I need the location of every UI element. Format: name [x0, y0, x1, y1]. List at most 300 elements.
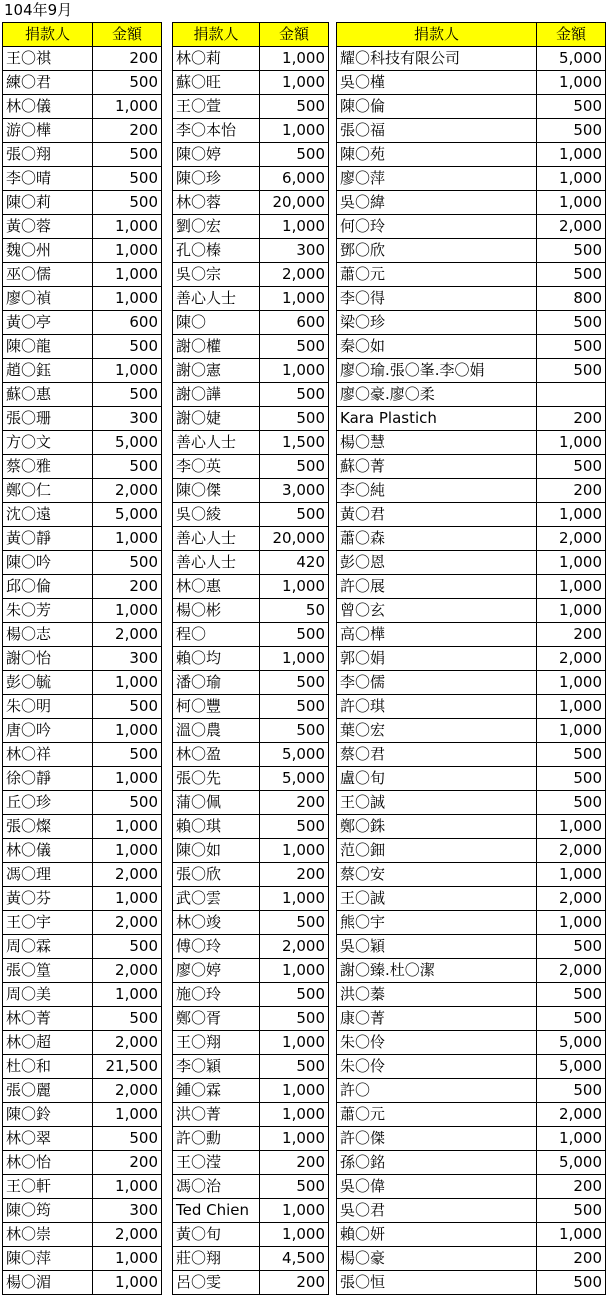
- table-row: [337, 1271, 606, 1295]
- table-row: [337, 359, 606, 383]
- table-row: [337, 1199, 606, 1223]
- donor-name: 李〇儒: [337, 671, 537, 695]
- table-row: [337, 623, 606, 647]
- table-row: [337, 71, 606, 95]
- donation-amount: 500: [260, 335, 329, 359]
- donation-amount: 1,000: [93, 1103, 162, 1127]
- donor-name: 鍾〇霖: [173, 1079, 260, 1103]
- donor-name: 蘇〇旺: [173, 71, 260, 95]
- donor-name: 康〇菁: [337, 1007, 537, 1031]
- table-row: [173, 263, 329, 287]
- donation-amount: 2,000: [260, 263, 329, 287]
- table-row: [337, 503, 606, 527]
- donation-amount: 1,000: [537, 1223, 606, 1247]
- donor-name: 王〇宇: [3, 911, 93, 935]
- donor-name: 施〇玲: [173, 983, 260, 1007]
- donor-name: 陳〇珍: [173, 167, 260, 191]
- table-row: [337, 47, 606, 71]
- donation-amount: 500: [537, 263, 606, 287]
- donor-name: 楊〇志: [3, 623, 93, 647]
- table-row: [3, 1079, 162, 1103]
- table-row: [337, 575, 606, 599]
- table-row: [173, 1223, 329, 1247]
- donation-amount: 200: [260, 791, 329, 815]
- donor-name: 游〇樺: [3, 119, 93, 143]
- donation-amount: 500: [537, 1271, 606, 1295]
- donation-amount: 500: [537, 119, 606, 143]
- table-row: [3, 119, 162, 143]
- table-row: [3, 95, 162, 119]
- table-row: [337, 1031, 606, 1055]
- donor-name: 呂〇雯: [173, 1271, 260, 1295]
- donor-name: 練〇君: [3, 71, 93, 95]
- donor-name: 廖〇萍: [337, 167, 537, 191]
- donation-amount: 500: [260, 455, 329, 479]
- donation-amount: 1,000: [537, 575, 606, 599]
- table-row: [173, 71, 329, 95]
- table-row: [173, 167, 329, 191]
- donor-name: 林〇翠: [3, 1127, 93, 1151]
- table-row: [3, 551, 162, 575]
- table-row: [337, 743, 606, 767]
- table-row: [337, 1175, 606, 1199]
- donation-amount: 1,000: [537, 167, 606, 191]
- donation-amount: 500: [260, 671, 329, 695]
- donation-amount: 500: [537, 767, 606, 791]
- donation-amount: 1,000: [93, 263, 162, 287]
- donation-amount: 3,000: [260, 479, 329, 503]
- donor-name: 謝〇婕: [173, 407, 260, 431]
- donor-name: 林〇竣: [173, 911, 260, 935]
- table-row: [337, 695, 606, 719]
- donor-name: 鄧〇欣: [337, 239, 537, 263]
- table-row: [173, 671, 329, 695]
- donation-amount: 1,000: [537, 695, 606, 719]
- donor-name: 朱〇明: [3, 695, 93, 719]
- donor-name: 鄭〇銖: [337, 815, 537, 839]
- table-row: [3, 575, 162, 599]
- donor-name: 楊〇慧: [337, 431, 537, 455]
- table-row: [173, 983, 329, 1007]
- table-row: [3, 743, 162, 767]
- table-row: [3, 791, 162, 815]
- donor-name: 林〇盈: [173, 743, 260, 767]
- donation-amount: 500: [93, 191, 162, 215]
- donor-name: Ted Chien: [173, 1199, 260, 1223]
- donation-amount: 200: [537, 1247, 606, 1271]
- donation-amount: 20,000: [260, 527, 329, 551]
- donor-name: 蕭〇森: [337, 527, 537, 551]
- donation-amount: 20,000: [260, 191, 329, 215]
- table-row: [3, 47, 162, 71]
- donor-name: 沈〇遠: [3, 503, 93, 527]
- donation-amount: 500: [93, 1127, 162, 1151]
- donation-amount: 5,000: [93, 431, 162, 455]
- table-row: [173, 1007, 329, 1031]
- donation-amount: 1,000: [260, 119, 329, 143]
- donor-name: 魏〇州: [3, 239, 93, 263]
- donation-amount: 1,000: [537, 71, 606, 95]
- donation-amount: 200: [537, 623, 606, 647]
- donation-amount: 500: [260, 1055, 329, 1079]
- donation-amount: 1,000: [537, 671, 606, 695]
- table-row: [3, 1175, 162, 1199]
- table-row: [337, 311, 606, 335]
- table-row: [173, 575, 329, 599]
- donation-amount: 1,000: [260, 71, 329, 95]
- table-row: [173, 455, 329, 479]
- table-row: [3, 71, 162, 95]
- donor-name: 黃〇靜: [3, 527, 93, 551]
- table-row: [337, 887, 606, 911]
- donor-name: 趙〇鈺: [3, 359, 93, 383]
- table-row: [3, 935, 162, 959]
- donor-name: 吳〇君: [337, 1199, 537, 1223]
- header-donor: 捐款人: [173, 23, 260, 47]
- donor-name: Kara Plastich: [337, 407, 537, 431]
- donation-amount: 2,000: [260, 935, 329, 959]
- table-row: [3, 647, 162, 671]
- table-row: [337, 959, 606, 983]
- header-donor: 捐款人: [3, 23, 93, 47]
- donation-amount: 500: [93, 551, 162, 575]
- donation-amount: 200: [537, 1175, 606, 1199]
- table-row: [173, 1151, 329, 1175]
- donor-name: 廖〇禎: [3, 287, 93, 311]
- donation-amount: 2,000: [93, 959, 162, 983]
- donation-amount: 500: [93, 1007, 162, 1031]
- table-row: [3, 911, 162, 935]
- table-row: [3, 167, 162, 191]
- table-row: [173, 1199, 329, 1223]
- donor-name: 吳〇綾: [173, 503, 260, 527]
- donor-name: 善心人士: [173, 431, 260, 455]
- table-row: [3, 599, 162, 623]
- donation-amount: 600: [260, 311, 329, 335]
- table-row: [3, 887, 162, 911]
- donation-amount: 1,000: [537, 863, 606, 887]
- donor-name: 鄭〇仁: [3, 479, 93, 503]
- donation-amount: 1,000: [93, 287, 162, 311]
- donation-amount: 200: [260, 863, 329, 887]
- donor-name: 賴〇妍: [337, 1223, 537, 1247]
- donation-amount: 500: [537, 935, 606, 959]
- table-row: [3, 383, 162, 407]
- donor-name: 潘〇瑜: [173, 671, 260, 695]
- donor-name: 謝〇怡: [3, 647, 93, 671]
- donor-name: 林〇儀: [3, 839, 93, 863]
- donor-name: 吳〇緯: [337, 191, 537, 215]
- donor-name: 周〇霖: [3, 935, 93, 959]
- table-row: [173, 1127, 329, 1151]
- donation-amount: 500: [93, 695, 162, 719]
- donor-name: 高〇樺: [337, 623, 537, 647]
- donor-name: 吳〇偉: [337, 1175, 537, 1199]
- table-row: [3, 431, 162, 455]
- donor-name: 善心人士: [173, 527, 260, 551]
- donor-name: 陳〇鈴: [3, 1103, 93, 1127]
- table-row: [337, 287, 606, 311]
- donation-amount: 2,000: [93, 911, 162, 935]
- table-row: [3, 959, 162, 983]
- table-row: [173, 695, 329, 719]
- donation-amount: 500: [537, 95, 606, 119]
- donor-name: 鄭〇胥: [173, 1007, 260, 1031]
- donor-name: 陳〇傑: [173, 479, 260, 503]
- donor-name: 黃〇亭: [3, 311, 93, 335]
- header-amount: 金額: [260, 23, 329, 47]
- donation-amount: 500: [260, 695, 329, 719]
- donor-name: 郭〇娟: [337, 647, 537, 671]
- donor-name: 陳〇萍: [3, 1247, 93, 1271]
- table-row: [173, 1271, 329, 1295]
- table-row: [173, 479, 329, 503]
- donor-name: 程〇: [173, 623, 260, 647]
- donation-table-3: [336, 22, 606, 1295]
- donor-name: 林〇超: [3, 1031, 93, 1055]
- table-row: [337, 551, 606, 575]
- donation-amount: 1,000: [260, 47, 329, 71]
- donation-amount: 1,000: [260, 959, 329, 983]
- table-row: [337, 119, 606, 143]
- table-row: [173, 551, 329, 575]
- donation-amount: 1,000: [93, 815, 162, 839]
- donor-name: 李〇本怡: [173, 119, 260, 143]
- table-row: [337, 143, 606, 167]
- donor-name: 張〇篁: [3, 959, 93, 983]
- donor-name: 蘇〇菁: [337, 455, 537, 479]
- donation-amount: 500: [260, 383, 329, 407]
- donation-amount: 1,000: [260, 647, 329, 671]
- donor-name: 楊〇彬: [173, 599, 260, 623]
- donation-amount: 500: [260, 407, 329, 431]
- donation-amount: 300: [93, 1199, 162, 1223]
- donation-amount: 500: [537, 791, 606, 815]
- donation-amount: 1,000: [537, 1127, 606, 1151]
- donor-name: 林〇惠: [173, 575, 260, 599]
- donation-amount: 500: [537, 239, 606, 263]
- table-row: [173, 383, 329, 407]
- table-row: [3, 1223, 162, 1247]
- donor-name: 吳〇槿: [337, 71, 537, 95]
- donation-amount: 200: [260, 1151, 329, 1175]
- table-row: [3, 1127, 162, 1151]
- table-row: [337, 1127, 606, 1151]
- donation-amount: 500: [93, 383, 162, 407]
- table-row: [337, 815, 606, 839]
- donation-amount: 1,000: [93, 983, 162, 1007]
- donation-amount: 1,000: [260, 575, 329, 599]
- header-amount: 金額: [93, 23, 162, 47]
- donor-name: 蔡〇雅: [3, 455, 93, 479]
- donor-name: 陳〇倫: [337, 95, 537, 119]
- donor-name: 方〇文: [3, 431, 93, 455]
- table-row: [3, 623, 162, 647]
- table-row: [173, 1031, 329, 1055]
- donation-amount: 500: [537, 1007, 606, 1031]
- donor-name: 彭〇毓: [3, 671, 93, 695]
- table-row: [337, 1055, 606, 1079]
- donor-name: 徐〇靜: [3, 767, 93, 791]
- donation-amount: 500: [537, 359, 606, 383]
- table-row: [3, 1031, 162, 1055]
- donation-amount: 1,000: [93, 215, 162, 239]
- table-row: [173, 1247, 329, 1271]
- table-row: [337, 599, 606, 623]
- table-row: [3, 191, 162, 215]
- donation-amount: 600: [93, 311, 162, 335]
- donation-amount: 1,000: [93, 359, 162, 383]
- donor-name: 林〇莉: [173, 47, 260, 71]
- table-row: [337, 1151, 606, 1175]
- donation-amount: 500: [260, 1007, 329, 1031]
- donor-name: 蔡〇君: [337, 743, 537, 767]
- donation-amount: 500: [260, 815, 329, 839]
- table-row: [173, 719, 329, 743]
- table-row: [337, 911, 606, 935]
- donation-amount: 2,000: [93, 1031, 162, 1055]
- donor-name: 賴〇均: [173, 647, 260, 671]
- donation-amount: 2,000: [537, 839, 606, 863]
- donation-amount: 1,000: [93, 887, 162, 911]
- table-row: [173, 911, 329, 935]
- donor-name: 善心人士: [173, 287, 260, 311]
- table-row: [3, 287, 162, 311]
- donor-name: 王〇翔: [173, 1031, 260, 1055]
- donation-amount: 1,000: [260, 1079, 329, 1103]
- donor-name: 陳〇如: [173, 839, 260, 863]
- table-row: [3, 143, 162, 167]
- table-row: [3, 359, 162, 383]
- table-row: [337, 479, 606, 503]
- table-row: [337, 1007, 606, 1031]
- donor-name: 陳〇莉: [3, 191, 93, 215]
- header-amount: 金額: [537, 23, 606, 47]
- donation-amount: 1,000: [537, 503, 606, 527]
- table-row: [337, 1247, 606, 1271]
- donor-name: 張〇燦: [3, 815, 93, 839]
- donation-amount: 500: [260, 95, 329, 119]
- donation-amount: 420: [260, 551, 329, 575]
- table-row: [3, 239, 162, 263]
- donor-name: 吳〇宗: [173, 263, 260, 287]
- donation-amount: 2,000: [537, 959, 606, 983]
- donor-name: 巫〇儒: [3, 263, 93, 287]
- table-row: [337, 839, 606, 863]
- table-row: [3, 863, 162, 887]
- donation-amount: 1,000: [537, 815, 606, 839]
- donor-name: 傅〇玲: [173, 935, 260, 959]
- donation-amount: 1,000: [537, 431, 606, 455]
- table-row: [337, 719, 606, 743]
- donor-name: 許〇勳: [173, 1127, 260, 1151]
- donation-amount: 1,000: [537, 911, 606, 935]
- donor-name: 謝〇臻.杜〇潔: [337, 959, 537, 983]
- donation-amount: 1,000: [260, 1127, 329, 1151]
- donation-amount: 200: [537, 407, 606, 431]
- donor-name: 范〇鈿: [337, 839, 537, 863]
- donor-name: 劉〇宏: [173, 215, 260, 239]
- page-title: 104年9月: [4, 1, 73, 19]
- donation-amount: 2,000: [537, 887, 606, 911]
- donation-amount: 500: [260, 503, 329, 527]
- donation-amount: 1,000: [260, 839, 329, 863]
- table-row: [173, 239, 329, 263]
- donor-name: 張〇珊: [3, 407, 93, 431]
- donation-amount: 1,000: [93, 767, 162, 791]
- donation-amount: 5,000: [260, 767, 329, 791]
- table-row: [173, 743, 329, 767]
- donor-name: 林〇崇: [3, 1223, 93, 1247]
- donor-name: 梁〇珍: [337, 311, 537, 335]
- donation-table-2: [172, 22, 329, 1295]
- table-row: [173, 287, 329, 311]
- donation-amount: 1,000: [93, 599, 162, 623]
- donor-name: 李〇穎: [173, 1055, 260, 1079]
- table-row: [173, 191, 329, 215]
- donation-amount: 200: [93, 47, 162, 71]
- donation-amount: 1,000: [260, 287, 329, 311]
- table-row: [173, 95, 329, 119]
- table-row: [337, 1079, 606, 1103]
- donor-name: 溫〇農: [173, 719, 260, 743]
- donation-amount: 1,500: [260, 431, 329, 455]
- donor-name: 盧〇旬: [337, 767, 537, 791]
- donor-name: 馮〇理: [3, 863, 93, 887]
- table-row: [173, 431, 329, 455]
- donation-amount: 1,000: [260, 1223, 329, 1247]
- table-row: [3, 671, 162, 695]
- donor-name: 李〇晴: [3, 167, 93, 191]
- donation-amount: 500: [93, 335, 162, 359]
- donor-name: 張〇欣: [173, 863, 260, 887]
- donation-amount: 2,000: [93, 623, 162, 647]
- donor-name: 陳〇筠: [3, 1199, 93, 1223]
- donor-name: 李〇得: [337, 287, 537, 311]
- donation-amount: 2,000: [537, 1103, 606, 1127]
- donation-amount: 1,000: [93, 1175, 162, 1199]
- donation-amount: 300: [93, 407, 162, 431]
- table-row: [337, 407, 606, 431]
- table-row: [173, 311, 329, 335]
- donor-name: 王〇誠: [337, 791, 537, 815]
- donation-amount: 200: [93, 1151, 162, 1175]
- donation-amount: 500: [93, 143, 162, 167]
- donor-name: 黃〇芬: [3, 887, 93, 911]
- donor-name: 林〇蓉: [173, 191, 260, 215]
- table-row: [173, 887, 329, 911]
- header-donor: 捐款人: [337, 23, 537, 47]
- donation-amount: 500: [93, 935, 162, 959]
- donor-name: 謝〇憲: [173, 359, 260, 383]
- donation-amount: 2,000: [537, 527, 606, 551]
- donation-amount: 1,000: [537, 143, 606, 167]
- donor-name: 林〇怡: [3, 1151, 93, 1175]
- donor-name: 朱〇芳: [3, 599, 93, 623]
- donor-name: 黃〇旬: [173, 1223, 260, 1247]
- donation-amount: 2,000: [93, 863, 162, 887]
- table-row: [173, 815, 329, 839]
- donation-amount: 50: [260, 599, 329, 623]
- donor-name: 王〇軒: [3, 1175, 93, 1199]
- donor-name: 謝〇權: [173, 335, 260, 359]
- donation-amount: 1,000: [537, 599, 606, 623]
- donor-name: 張〇福: [337, 119, 537, 143]
- donor-name: 陳〇苑: [337, 143, 537, 167]
- table-row: [173, 47, 329, 71]
- donation-amount: [537, 383, 606, 407]
- table-row: [3, 815, 162, 839]
